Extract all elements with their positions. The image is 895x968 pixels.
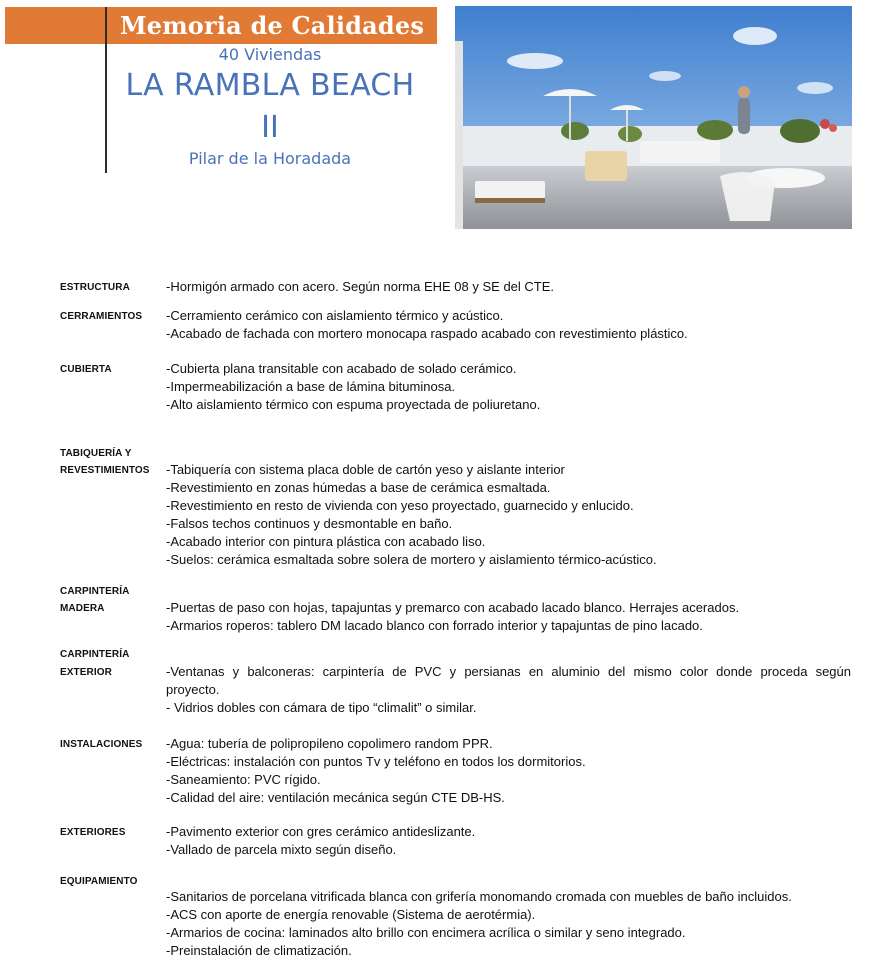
section-label-equipamiento: EQUIPAMIENTO xyxy=(60,876,138,887)
spec-line: -Acabado interior con pintura plástica con acabado liso. xyxy=(166,534,486,549)
spec-line: -Sanitarios de porcelana vitrificada blanca con grifería monomando cromada con muebles de baño incluidos. xyxy=(166,889,792,904)
spec-line: -Alto aislamiento térmico con espuma proyectada de poliuretano. xyxy=(166,397,541,412)
section-label-carpinteria-exterior-1: CARPINTERÍA xyxy=(60,649,130,660)
section-label-carpinteria-exterior-2: EXTERIOR xyxy=(60,667,112,678)
spec-line: -Hormigón armado con acero. Según norma EHE 08 y SE del CTE. xyxy=(166,279,555,294)
section-label-tabiqueria: TABIQUERÍA Y xyxy=(60,448,132,459)
spec-line: -Revestimiento en resto de vivienda con yeso proyectado, guarnecido y enlucido. xyxy=(166,498,634,513)
spec-line: -Cubierta plana transitable con acabado de solado cerámico. xyxy=(166,361,517,376)
project-phase: II xyxy=(261,110,279,145)
spec-line: -Eléctricas: instalación con puntos Tv y teléfono en todos los dormitorios. xyxy=(166,754,586,769)
project-location: Pilar de la Horadada xyxy=(188,149,352,168)
spec-line: -Armarios de cocina: laminados alto brillo con encimera acrílica o similar y seno integrado. xyxy=(166,925,686,940)
spec-line: -Ventanas y balconeras: carpintería de PVC y persianas en aluminio del mismo color donde proceda según xyxy=(166,664,851,679)
spec-line: - Vidrios dobles con cámara de tipo “climalit” o similar. xyxy=(166,700,477,715)
section-label-cerramientos: CERRAMIENTOS xyxy=(60,311,143,322)
rooftop-terrace-image xyxy=(455,6,852,229)
spec-line: -Calidad del aire: ventilación mecánica según CTE DB-HS. xyxy=(166,790,505,805)
section-label-instalaciones: INSTALACIONES xyxy=(60,739,143,750)
section-label-exteriores: EXTERIORES xyxy=(60,827,126,838)
spec-line: -Vallado de parcela mixto según diseño. xyxy=(166,842,397,857)
project-name: LA RAMBLA BEACH xyxy=(125,68,415,103)
spec-line: -Impermeabilización a base de lámina bituminosa. xyxy=(166,379,456,394)
spec-line: -Revestimiento en zonas húmedas a base de cerámica esmaltada. xyxy=(166,480,551,495)
spec-line: -Cerramiento cerámico con aislamiento térmico y acústico. xyxy=(166,308,504,323)
units-count: 40 Viviendas xyxy=(218,45,322,64)
spec-line: -Tabiquería con sistema placa doble de cartón yeso y aislante interior xyxy=(166,462,565,477)
section-label-revestimientos: REVESTIMIENTOS xyxy=(60,465,150,476)
spec-line: -Agua: tubería de polipropileno copolimero random PPR. xyxy=(166,736,493,751)
document-title: Memoria de Calidades xyxy=(119,11,425,40)
spec-line: -Saneamiento: PVC rígido. xyxy=(166,772,321,787)
spec-line: -Suelos: cerámica esmaltada sobre solera de mortero y aislamiento térmico-acústico. xyxy=(166,552,657,567)
spec-line: -Acabado de fachada con mortero monocapa raspado acabado con revestimiento plástico. xyxy=(166,326,688,341)
section-label-carpinteria-madera-1: CARPINTERÍA xyxy=(60,586,130,597)
header-divider xyxy=(105,7,107,173)
spec-line: -Armarios roperos: tablero DM lacado blanco con forrado interior y tapajuntas de pino lacado. xyxy=(166,618,703,633)
section-label-cubierta: CUBIERTA xyxy=(60,364,112,375)
section-label-estructura: ESTRUCTURA xyxy=(60,282,130,293)
section-label-carpinteria-madera-2: MADERA xyxy=(60,603,105,614)
spec-line: -Preinstalación de climatización. xyxy=(166,943,352,958)
spec-line: -Pavimento exterior con gres cerámico antideslizante. xyxy=(166,824,476,839)
spec-line: -Puertas de paso con hojas, tapajuntas y premarco con acabado lacado blanco. Herrajes acerados. xyxy=(166,600,740,615)
spec-line: -Falsos techos continuos y desmontable en baño. xyxy=(166,516,453,531)
spec-line: -ACS con aporte de energía renovable (Sistema de aerotérmia). xyxy=(166,907,536,922)
spec-line: proyecto. xyxy=(166,682,220,697)
